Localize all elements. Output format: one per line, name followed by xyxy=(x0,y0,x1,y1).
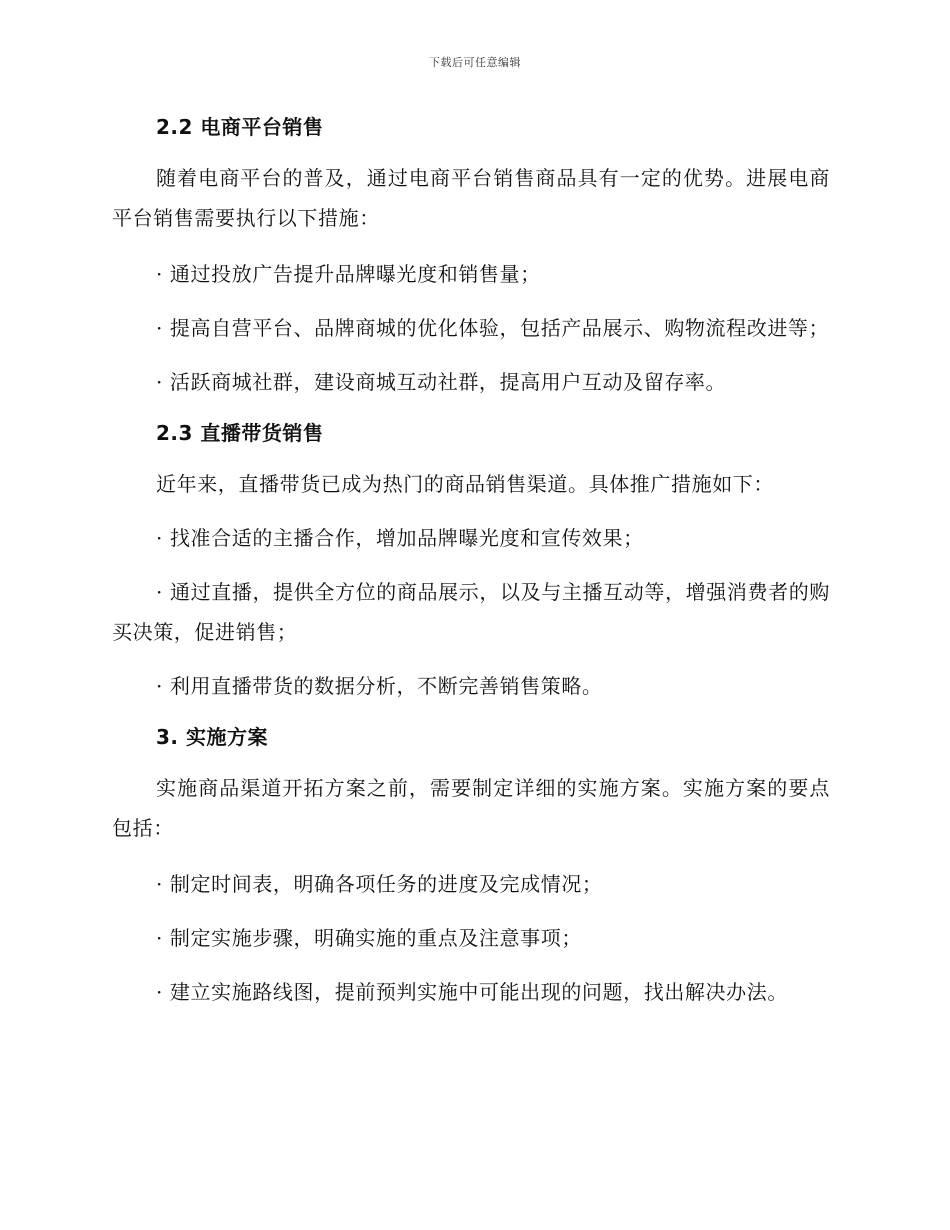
section-2-3 xyxy=(112,416,830,706)
document-body xyxy=(112,110,830,1012)
bullet-item: · 制定时间表，明确各项任务的进度及完成情况； xyxy=(156,872,603,896)
section-3 xyxy=(112,720,830,1012)
section-heading: 3. 实施方案 xyxy=(156,725,268,749)
bullet-item: · 利用直播带货的数据分析，不断完善销售策略。 xyxy=(156,674,603,698)
page-header: 下载后可任意编辑 xyxy=(429,56,521,69)
bullet-item: · 找准合适的主播合作，增加品牌曝光度和宣传效果； xyxy=(156,526,644,550)
section-intro: 近年来，直播带货已成为热门的商品销售渠道。具体推广措施如下： xyxy=(156,472,774,496)
bullet-item: · 通过直播，提供全方位的商品展示，以及与主播互动等，增强消费者的购买决策，促进销售； xyxy=(112,580,830,644)
bullet-item: · 提高自营平台、品牌商城的优化体验，包括产品展示、购物流程改进等； xyxy=(156,316,830,340)
bullet-item: · 建立实施路线图，提前预判实施中可能出现的问题，找出解决办法。 xyxy=(156,980,788,1004)
section-heading: 2.3 直播带货销售 xyxy=(156,421,324,445)
bullet-item: · 通过投放广告提升品牌曝光度和销售量； xyxy=(156,262,541,286)
section-intro: 实施商品渠道开拓方案之前，需要制定详细的实施方案。实施方案的要点包括： xyxy=(112,776,830,840)
bullet-item: · 制定实施步骤，明确实施的重点及注意事项； xyxy=(156,926,582,950)
bullet-item: · 活跃商城社群，建设商城互动社群，提高用户互动及留存率。 xyxy=(156,370,727,394)
section-2-2 xyxy=(112,110,830,402)
section-heading: 2.2 电商平台销售 xyxy=(156,115,324,139)
section-intro: 随着电商平台的普及，通过电商平台销售商品具有一定的优势。进展电商平台销售需要执行以下措施： xyxy=(112,166,830,230)
